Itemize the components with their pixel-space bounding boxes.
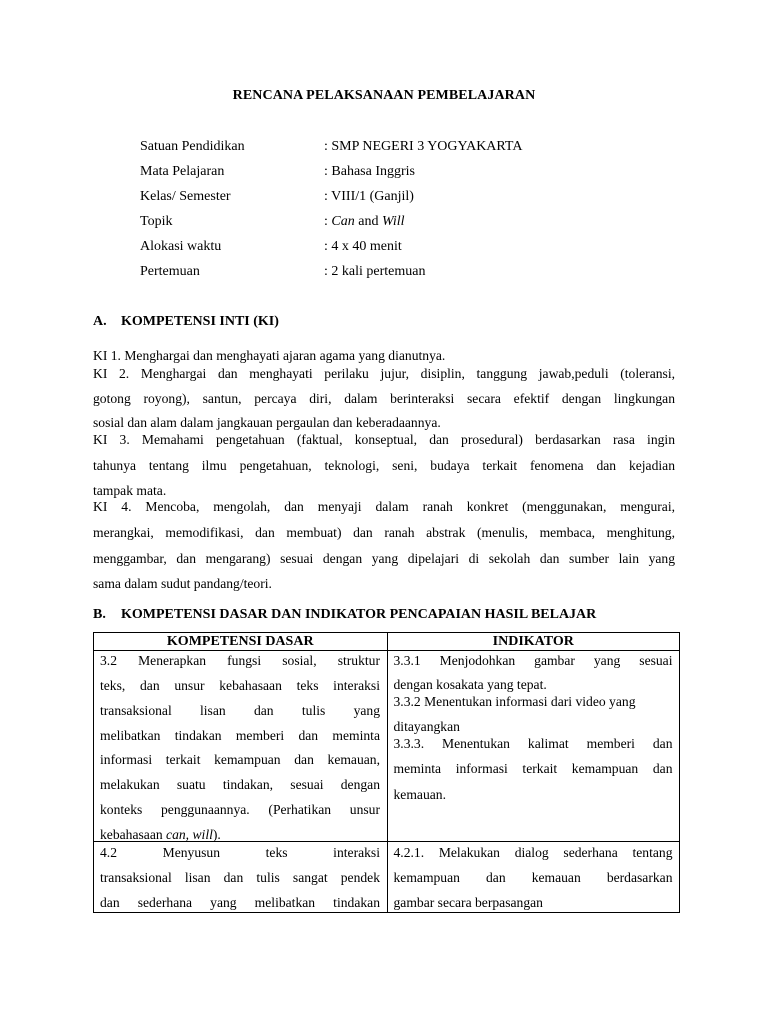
kd-line: konteks penggunaannya. (Perhatikan unsur <box>100 802 380 817</box>
kd-line: 4.2 Menyusun teks interaksi <box>100 845 380 860</box>
ki4-line: merangkai, memodifikasi, dan membuat) dan ranah abstrak (menulis, membaca, menghitung, <box>93 525 675 540</box>
table-header-row <box>94 633 680 651</box>
indicator-line: 4.2.1. Melakukan dialog sederhana tentang <box>393 845 673 860</box>
kd-line: 3.2 Menerapkan fungsi sosial, struktur <box>100 653 380 668</box>
topic-will: Will <box>381 214 405 229</box>
indicator-line: kemauan. <box>393 787 446 802</box>
kd-line: melibatkan tindakan memberi dan meminta <box>100 728 380 743</box>
info-value: : 2 kali pertemuan <box>324 264 426 279</box>
topic-and: and <box>354 214 382 229</box>
topic-prefix: : <box>324 214 332 229</box>
document-title: RENCANA PELAKSANAAN PEMBELAJARAN <box>232 88 536 103</box>
indicator-line: 3.3.2 Menentukan informasi dari video yang <box>393 694 636 709</box>
ki4-line: menggambar, dan mengarang) sesuai dengan yang dipelajari di sekolah dan sumber lain yang <box>93 551 675 566</box>
ki3-line: tahunya tentang ilmu pengetahuan, teknologi, seni, budaya terkait fenomena dan kejadian <box>93 458 675 473</box>
kd-line: melakukan suatu tindakan, sesuai dengan <box>100 777 380 792</box>
ki4-line: KI 4. Mencoba, mengolah, dan menyaji dalam ranah konkret (menggunakan, mengurai, <box>93 499 675 514</box>
info-label: Pertemuan <box>140 264 200 279</box>
info-label: Kelas/ Semester <box>140 189 231 204</box>
indicator-cell <box>387 842 680 913</box>
ki1-line: KI 1. Menghargai dan menghayati ajaran agama yang dianutnya. <box>93 348 446 363</box>
kd-line: teks, dan unsur kebahasaan teks interaksi <box>100 678 380 693</box>
kd-line <box>100 826 221 843</box>
ki3-line: KI 3. Memahami pengetahuan (faktual, konseptual, dan prosedural) berdasarkan rasa ingin <box>93 432 675 447</box>
header-kompetensi-dasar: KOMPETENSI DASAR <box>94 633 388 651</box>
kd-italic-text: can, will <box>166 827 213 842</box>
info-label: Satuan Pendidikan <box>140 139 245 154</box>
info-label: Mata Pelajaran <box>140 164 225 179</box>
info-value <box>324 212 405 232</box>
kd-indicator-table <box>93 632 680 913</box>
indicator-line: dengan kosakata yang tepat. <box>393 677 547 692</box>
section-a-heading <box>93 314 279 330</box>
info-value: : Bahasa Inggris <box>324 164 415 179</box>
kd-line: dan sederhana yang melibatkan tindakan <box>100 895 380 910</box>
kd-line: informasi terkait kemampuan dan kemauan, <box>100 752 380 767</box>
section-letter: A. <box>93 314 107 329</box>
table-row <box>94 842 680 913</box>
section-b-heading <box>93 607 596 623</box>
ki2-line: sosial dan alam dalam jangkauan pergaulan dan keberadaannya. <box>93 415 441 430</box>
section-title: KOMPETENSI DASAR DAN INDIKATOR PENCAPAIAN HASIL BELAJAR <box>121 607 597 622</box>
kd-line: transaksional lisan dan tulis sangat pendek <box>100 870 380 885</box>
indicator-line: 3.3.1 Menjodohkan gambar yang sesuai <box>393 653 673 668</box>
kd-text: kebahasaan <box>100 827 167 842</box>
table-row <box>94 651 680 842</box>
header-indikator: INDIKATOR <box>387 633 680 651</box>
indicator-cell <box>387 651 680 842</box>
kd-line: transaksional lisan dan tulis yang <box>100 703 380 718</box>
kd-text: ). <box>212 827 221 842</box>
kd-cell <box>94 651 388 842</box>
info-label: Alokasi waktu <box>140 239 222 254</box>
kd-cell <box>94 842 388 913</box>
ki4-line: sama dalam sudut pandang/teori. <box>93 576 272 591</box>
indicator-line: meminta informasi terkait kemampuan dan <box>393 761 673 776</box>
indicator-line: kemampuan dan kemauan berdasarkan <box>393 870 673 885</box>
topic-can: Can <box>331 214 355 229</box>
indicator-line: ditayangkan <box>393 719 460 734</box>
ki2-line: KI 2. Menghargai dan menghayati perilaku jujur, disiplin, tanggung jawab,peduli (toleransi, <box>93 366 675 381</box>
indicator-line: gambar secara berpasangan <box>393 895 543 910</box>
indicator-line: 3.3.3. Menentukan kalimat memberi dan <box>393 736 673 751</box>
info-label: Topik <box>140 214 173 229</box>
ki3-line: tampak mata. <box>93 483 167 498</box>
info-value: : SMP NEGERI 3 YOGYAKARTA <box>324 139 523 154</box>
section-title: KOMPETENSI INTI (KI) <box>121 314 279 329</box>
ki2-line: gotong royong), santun, percaya diri, dalam berinteraksi secara efektif dengan lingkungan <box>93 391 675 406</box>
info-value: : VIII/1 (Ganjil) <box>324 189 414 204</box>
section-letter: B. <box>93 607 106 622</box>
info-value: : 4 x 40 menit <box>324 239 402 254</box>
